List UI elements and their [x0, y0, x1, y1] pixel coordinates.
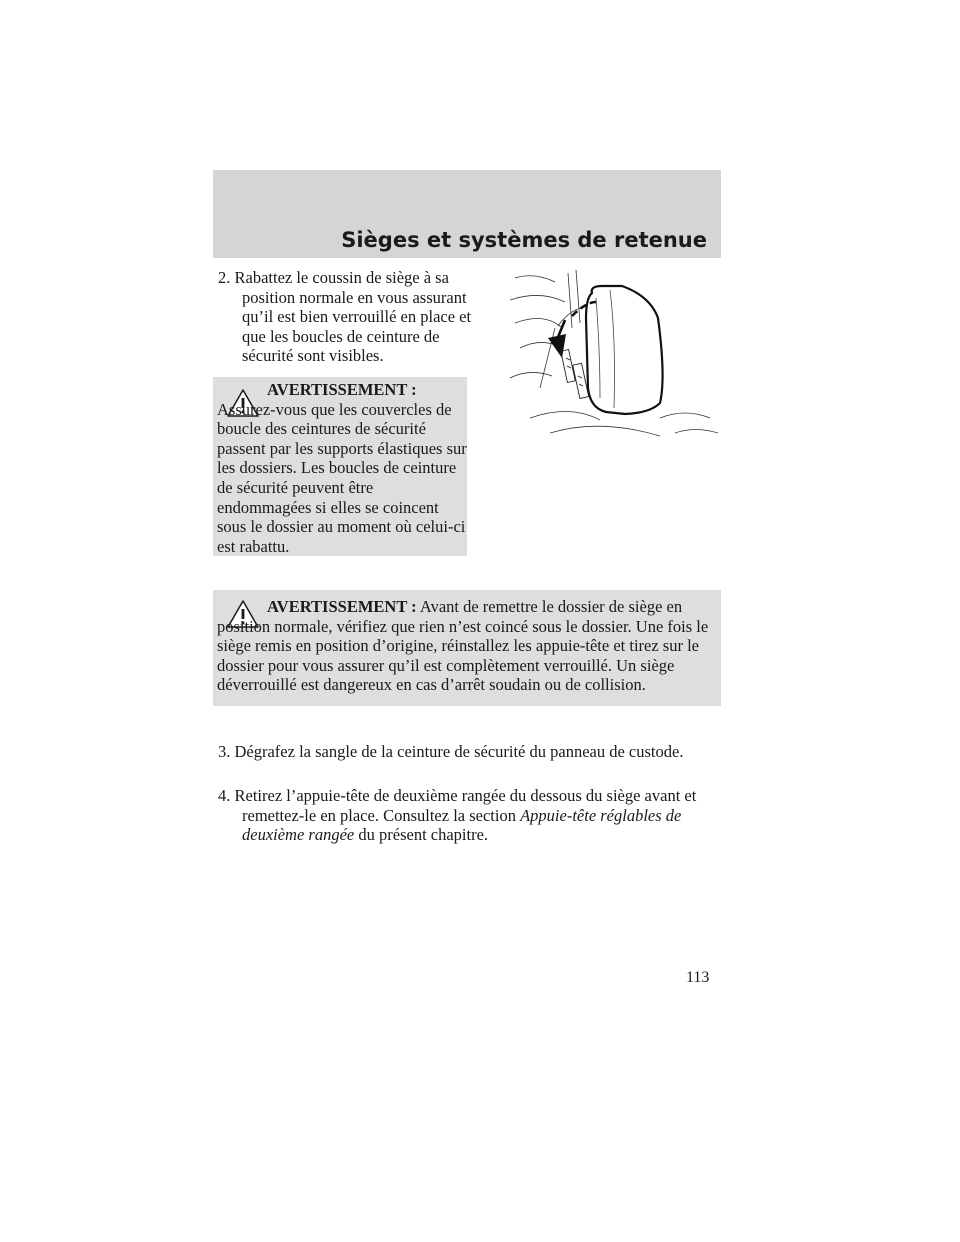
step-4-text-end: du présent chapitre.	[354, 825, 489, 845]
warning-1-body: Assurez-vous que les couvercles de boucle des ceintures de sécurité passent par les supports élastiques sur les dossiers. Les boucles de ceinture de sécurité peuvent être endommagées si elles se coincent sous le dossier au moment où celui-ci est rabattu.	[217, 399, 467, 556]
warning-1-text	[217, 380, 467, 556]
header-band	[213, 170, 721, 258]
warning-2-body: Avant de remettre le dossier de siège en position normale, vérifiez que rien n’est coincé sous le dossier. Une fois le siège remis en position d’origine, réinstallez les appuie-tête et tirez sur le dossier pour vous assurer qu’il est complètement verrouillé. Un siège déverrouillé est dangereux en cas d’arrêt soudain ou de collision.	[217, 597, 709, 695]
warning-box-2	[213, 590, 721, 706]
section-title: Sièges et systèmes de retenue	[341, 228, 707, 252]
step-4-text: 4. Retirez l’appuie-tête de deuxième rangée du dessous du siège avant et remettez-le en place. Consultez la section	[218, 786, 697, 825]
step-4	[218, 786, 742, 845]
warning-2-text	[217, 597, 717, 695]
warning-2-title: AVERTISSEMENT :	[267, 597, 417, 616]
step-2: 2. Rabattez le coussin de siège à sa position normale en vous assurant qu’il est bien verrouillé en place et que les boucles de ceinture de sécurité sont visibles.	[218, 268, 472, 366]
page-number: 113	[686, 969, 710, 986]
warning-box-1	[213, 377, 467, 556]
warning-1-title: AVERTISSEMENT :	[267, 380, 417, 399]
step-3: 3. Dégrafez la sangle de la ceinture de sécurité du panneau de custode.	[218, 742, 684, 761]
section-reference: Appuie-tête réglables de deuxième rangée	[242, 805, 682, 845]
seat-illustration	[510, 268, 720, 438]
